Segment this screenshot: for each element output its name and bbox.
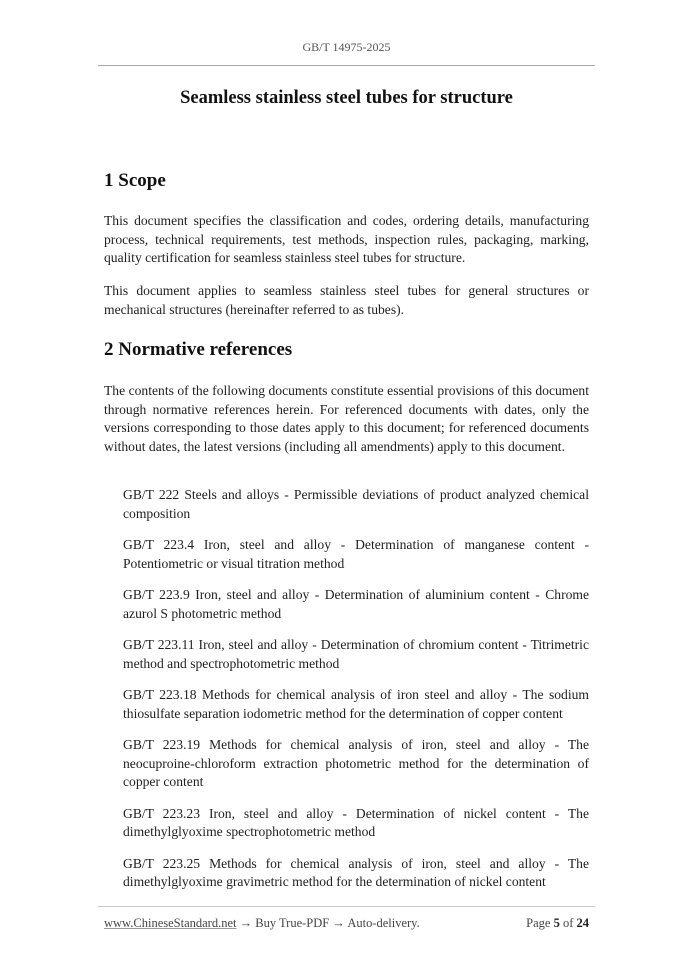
normative-intro-paragraph: The contents of the following documents constitute essential provisions of this document through normative references herein. For referenced documents with dates, only the versions corresponding to those dates apply to this document; for referenced documents without dates, the latest versions (including all amendments) apply to this document. [104, 383, 589, 454]
reference-item: GB/T 223.25 Methods for chemical analysis of iron, steel and alloy - The dimethylglyoxime gravimetric method for the determination of nickel content [123, 855, 589, 889]
page-footer [104, 916, 589, 931]
footer-divider [98, 906, 595, 907]
section-scope [104, 170, 589, 192]
arrow-right-icon: → [239, 916, 253, 930]
page-total: 24 [576, 916, 589, 930]
section-heading-scope: 1 Scope [104, 170, 166, 191]
reference-item: GB/T 223.19 Methods for chemical analysis of iron, steel and alloy - The neocuproine-chloroform extraction photometric method for the determination of copper content [123, 737, 589, 789]
header-divider [98, 65, 595, 66]
reference-item: GB/T 223.9 Iron, steel and alloy - Determination of aluminium content - Chrome azurol S photometric method [123, 587, 589, 621]
section-heading-normative-references: 2 Normative references [104, 339, 293, 360]
section-normative-references [104, 339, 589, 361]
reference-item: GB/T 223.18 Methods for chemical analysis of iron steel and alloy - The sodium thiosulfate separation iodometric method for the determination of copper content [123, 687, 589, 721]
reference-item: GB/T 223.23 Iron, steel and alloy - Determination of nickel content - The dimethylglyoxime spectrophotometric method [123, 805, 589, 839]
reference-item: GB/T 222 Steels and alloys - Permissible deviations of product analyzed chemical composition [123, 487, 589, 521]
reference-item: GB/T 223.4 Iron, steel and alloy - Determination of manganese content - Potentiometric or visual titration method [123, 537, 589, 571]
of-label: of [562, 916, 574, 930]
page-label: Page [526, 916, 551, 930]
auto-delivery-text: Auto-delivery. [347, 916, 420, 930]
reference-list [123, 486, 589, 905]
page-number [526, 916, 589, 931]
scope-paragraph-2: This document applies to seamless stainless steel tubes for general structures or mechanical structures (hereinafter referred to as tubes). [104, 283, 589, 317]
arrow-right-icon: → [332, 916, 345, 930]
document-title: Seamless stainless steel tubes for structure [180, 88, 513, 108]
scope-paragraph-1-wrap [104, 212, 589, 268]
scope-paragraph-1: This document specifies the classification and codes, ordering details, manufacturing process, technical requirements, test methods, inspection rules, packaging, marking, quality certification for seamless stainless steel tubes for structure. [104, 213, 589, 265]
website-link[interactable]: www.ChineseStandard.net [104, 916, 237, 930]
reference-item: GB/T 223.11 Iron, steel and alloy - Determination of chromium content - Titrimetric method and spectrophotometric method [123, 637, 589, 671]
page-header-standard-code: GB/T 14975-2025 [302, 40, 391, 54]
buy-pdf-text: Buy True-PDF [255, 916, 330, 930]
normative-intro-wrap [104, 382, 589, 456]
page-current: 5 [553, 916, 560, 930]
scope-paragraph-2-wrap [104, 282, 589, 319]
